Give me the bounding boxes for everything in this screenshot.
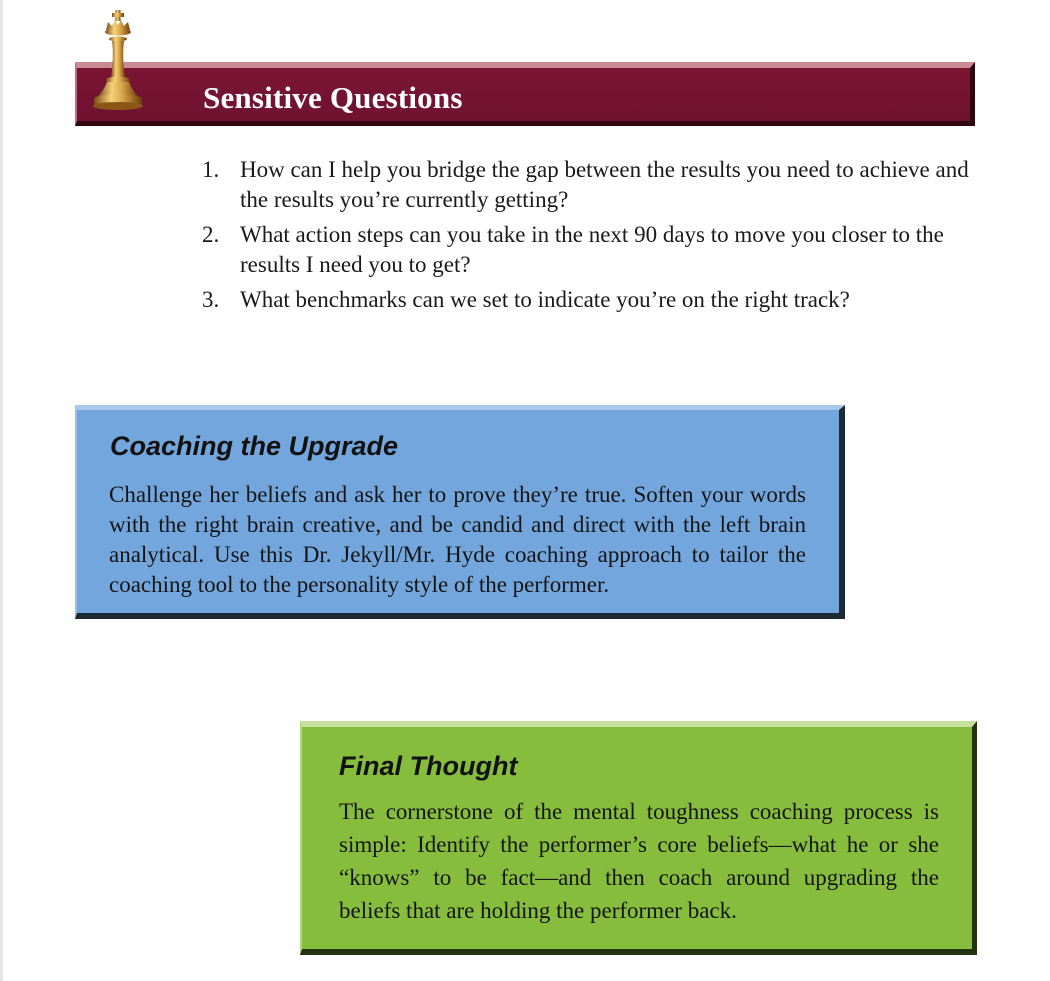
coaching-upgrade-box (75, 405, 845, 619)
list-item (200, 285, 980, 315)
questions-list (200, 155, 980, 320)
list-item-number: 2. (202, 222, 220, 247)
page-edge-rule (0, 0, 3, 981)
list-item (200, 220, 980, 280)
final-thought-body: The cornerstone of the mental toughness coaching process is simple: Identify the performer’s core beliefs—what he or she “knows” to be fact—and then coach around upgrading the beliefs that are holding the performer back. (339, 799, 939, 923)
list-item-text: How can I help you bridge the gap between the results you need to achieve and the results you’re currently getting? (240, 157, 969, 212)
list-item-text: What action steps can you take in the next 90 days to move you closer to the results I need you to get? (240, 222, 944, 277)
list-item-number: 3. (202, 287, 220, 312)
final-thought-heading: Final Thought (339, 751, 518, 781)
banner-title: Sensitive Questions (203, 80, 463, 115)
coaching-upgrade-heading: Coaching the Upgrade (110, 431, 399, 461)
final-thought-box (300, 721, 977, 955)
section-banner (75, 62, 975, 126)
list-item (200, 155, 980, 215)
coaching-upgrade-body: Challenge her beliefs and ask her to prove they’re true. Soften your words with the right brain creative, and be candid and direct with the left brain analytical. Use this Dr. Jekyll/Mr. Hyde coaching approach to tailor the coaching tool to the personality style of the performer. (109, 482, 806, 597)
list-item-text: What benchmarks can we set to indicate you’re on the right track? (240, 287, 850, 312)
list-item-number: 1. (202, 157, 220, 182)
chess-queen-icon (86, 6, 150, 112)
